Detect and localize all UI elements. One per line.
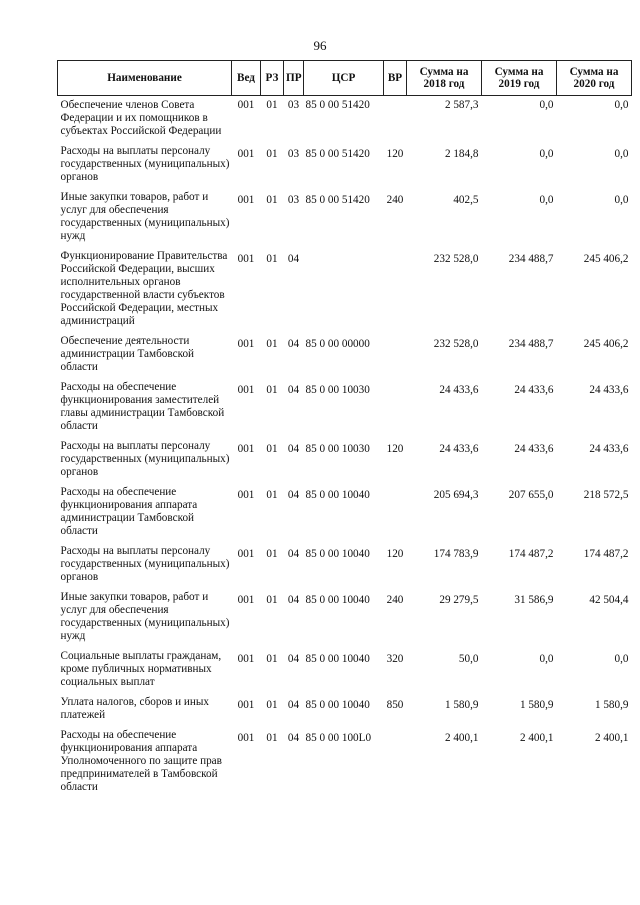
row-sum-2018: 2 400,1 — [444, 732, 479, 744]
row-sum-2020: 2 400,1 — [594, 732, 629, 744]
row-vr: 240 — [386, 594, 404, 606]
row-sum-2019: 24 433,6 — [514, 443, 554, 455]
row-ved: 001 — [237, 338, 255, 350]
table-row — [58, 440, 632, 486]
table-row — [58, 729, 632, 801]
row-name: Расходы на выплаты персоналу государственных (муниципальных) органов — [60, 545, 230, 583]
row-vr — [384, 335, 407, 381]
row-vr — [384, 250, 407, 335]
row-vr: 240 — [386, 194, 404, 206]
row-rz: 01 — [266, 194, 278, 206]
row-ved: 001 — [237, 594, 255, 606]
row-sum-2020: 24 433,6 — [589, 384, 629, 396]
header-sum-2018: Сумма на 2018 год — [407, 61, 482, 96]
table-row — [58, 191, 632, 250]
header-pr: ПР — [284, 61, 304, 96]
table-body — [58, 96, 632, 802]
row-sum-2020: 42 504,4 — [589, 594, 629, 606]
row-rz: 01 — [266, 653, 278, 665]
row-csr: 85 0 00 00000 — [305, 338, 370, 350]
row-name: Расходы на выплаты персоналу государственных (муниципальных) органов — [60, 440, 230, 478]
row-sum-2019: 0,0 — [539, 99, 554, 111]
row-name: Иные закупки товаров, работ и услуг для обеспечения государственных (муниципальных) нужд — [60, 591, 230, 642]
row-sum-2019: 1 580,9 — [519, 699, 554, 711]
page-number: 96 — [313, 38, 327, 53]
row-csr: 85 0 00 10030 — [305, 443, 370, 455]
row-vr: 850 — [386, 699, 404, 711]
row-csr: 85 0 00 100L0 — [305, 732, 372, 744]
row-sum-2018: 24 433,6 — [439, 443, 479, 455]
row-pr: 03 — [287, 99, 300, 111]
row-sum-2020: 218 572,5 — [583, 489, 629, 501]
row-pr: 04 — [287, 594, 300, 606]
row-sum-2018: 1 580,9 — [444, 699, 479, 711]
row-sum-2019: 24 433,6 — [514, 384, 554, 396]
row-pr: 04 — [287, 384, 300, 396]
row-rz: 01 — [266, 548, 278, 560]
row-rz: 01 — [266, 384, 278, 396]
header-name: Наименование — [58, 61, 232, 96]
row-rz: 01 — [266, 99, 278, 111]
row-ved: 001 — [237, 653, 255, 665]
row-csr: 85 0 00 51420 — [305, 148, 370, 160]
row-name: Расходы на обеспечение функционирования заместителей главы администрации Тамбовской области — [60, 381, 225, 432]
row-sum-2019: 0,0 — [539, 148, 554, 160]
row-csr: 85 0 00 10040 — [305, 489, 370, 501]
row-csr: 85 0 00 51420 — [305, 99, 370, 111]
header-rz: РЗ — [261, 61, 284, 96]
row-pr: 03 — [287, 148, 300, 160]
row-sum-2019: 174 487,2 — [508, 548, 554, 560]
row-csr: 85 0 00 10040 — [305, 594, 370, 606]
row-vr — [384, 486, 407, 545]
row-name: Функционирование Правительства Российской Федерации, высших исполнительных органов государственной власти субъектов Российской Федерации, местных администраций — [60, 250, 228, 327]
row-name: Расходы на выплаты персоналу государственных (муниципальных) органов — [60, 145, 230, 183]
row-sum-2018: 205 694,3 — [433, 489, 479, 501]
row-sum-2020: 0,0 — [614, 653, 629, 665]
table-row — [58, 545, 632, 591]
row-pr: 04 — [287, 653, 300, 665]
header-csr: ЦСР — [304, 61, 384, 96]
table-row — [58, 650, 632, 696]
row-vr — [384, 381, 407, 440]
row-rz: 01 — [266, 732, 278, 744]
row-ved: 001 — [237, 99, 255, 111]
row-sum-2020: 245 406,2 — [583, 253, 629, 265]
row-csr: 85 0 00 10030 — [305, 384, 370, 396]
row-sum-2018: 232 528,0 — [433, 338, 479, 350]
row-sum-2020: 0,0 — [614, 99, 629, 111]
row-pr: 04 — [287, 253, 300, 265]
table-row — [58, 486, 632, 545]
row-rz: 01 — [266, 594, 278, 606]
row-rz: 01 — [266, 148, 278, 160]
row-vr: 120 — [386, 148, 404, 160]
row-vr: 320 — [386, 653, 404, 665]
table-row — [58, 335, 632, 381]
row-ved: 001 — [237, 699, 255, 711]
row-name: Обеспечение деятельности администрации Тамбовской области — [60, 335, 195, 373]
row-pr: 04 — [287, 548, 300, 560]
row-ved: 001 — [237, 148, 255, 160]
row-sum-2018: 29 279,5 — [439, 594, 479, 606]
row-sum-2019: 31 586,9 — [514, 594, 554, 606]
row-name: Обеспечение членов Совета Федерации и их помощников в субъектах Российской Федерации — [60, 99, 222, 137]
row-sum-2020: 24 433,6 — [589, 443, 629, 455]
row-rz: 01 — [266, 699, 278, 711]
row-rz: 01 — [266, 443, 278, 455]
row-name: Расходы на обеспечение функционирования аппарата администрации Тамбовской области — [60, 486, 198, 537]
row-name: Социальные выплаты гражданам, кроме публичных нормативных социальных выплат — [60, 650, 222, 688]
header-vr: ВР — [384, 61, 407, 96]
row-sum-2018: 402,5 — [453, 194, 479, 206]
row-csr: 85 0 00 10040 — [305, 548, 370, 560]
table-row — [58, 591, 632, 650]
row-pr: 04 — [287, 489, 300, 501]
row-sum-2019: 234 488,7 — [508, 338, 554, 350]
row-sum-2018: 50,0 — [458, 653, 479, 665]
row-sum-2019: 207 655,0 — [508, 489, 554, 501]
row-sum-2018: 232 528,0 — [433, 253, 479, 265]
row-ved: 001 — [237, 443, 255, 455]
row-sum-2020: 174 487,2 — [583, 548, 629, 560]
row-sum-2018: 24 433,6 — [439, 384, 479, 396]
header-ved: Вед — [232, 61, 261, 96]
table-row — [58, 250, 632, 335]
row-name: Расходы на обеспечение функционирования аппарата Уполномоченного по защите прав предпринимателей в Тамбовской области — [60, 729, 222, 793]
table-row — [58, 381, 632, 440]
table-header — [58, 61, 632, 96]
table-row — [58, 145, 632, 191]
row-vr — [384, 729, 407, 801]
row-pr: 04 — [287, 338, 300, 350]
table-row — [58, 96, 632, 146]
table-row — [58, 696, 632, 729]
row-sum-2019: 0,0 — [539, 653, 554, 665]
row-vr: 120 — [386, 443, 404, 455]
row-vr — [384, 96, 407, 146]
row-pr: 04 — [287, 443, 300, 455]
row-sum-2018: 2 587,3 — [444, 99, 479, 111]
row-pr: 04 — [287, 732, 300, 744]
row-sum-2020: 245 406,2 — [583, 338, 629, 350]
row-name: Иные закупки товаров, работ и услуг для обеспечения государственных (муниципальных) нужд — [60, 191, 230, 242]
row-ved: 001 — [237, 489, 255, 501]
row-ved: 001 — [237, 548, 255, 560]
row-sum-2020: 0,0 — [614, 194, 629, 206]
row-ved: 001 — [237, 194, 255, 206]
row-name: Уплата налогов, сборов и иных платежей — [60, 696, 210, 721]
header-sum-2020: Сумма на 2020 год — [557, 61, 632, 96]
row-sum-2020: 0,0 — [614, 148, 629, 160]
row-vr: 120 — [386, 548, 404, 560]
row-sum-2018: 2 184,8 — [444, 148, 479, 160]
header-sum-2019: Сумма на 2019 год — [482, 61, 557, 96]
row-sum-2019: 234 488,7 — [508, 253, 554, 265]
row-ved: 001 — [237, 384, 255, 396]
row-csr — [304, 250, 384, 335]
row-ved: 001 — [237, 253, 255, 265]
row-csr: 85 0 00 10040 — [305, 699, 370, 711]
row-sum-2020: 1 580,9 — [594, 699, 629, 711]
row-csr: 85 0 00 51420 — [305, 194, 370, 206]
budget-table — [57, 60, 632, 801]
row-rz: 01 — [266, 489, 278, 501]
row-rz: 01 — [266, 253, 278, 265]
row-sum-2019: 0,0 — [539, 194, 554, 206]
row-sum-2019: 2 400,1 — [519, 732, 554, 744]
row-pr: 04 — [287, 699, 300, 711]
row-csr: 85 0 00 10040 — [305, 653, 370, 665]
row-rz: 01 — [266, 338, 278, 350]
row-pr: 03 — [287, 194, 300, 206]
row-sum-2018: 174 783,9 — [433, 548, 479, 560]
row-ved: 001 — [237, 732, 255, 744]
